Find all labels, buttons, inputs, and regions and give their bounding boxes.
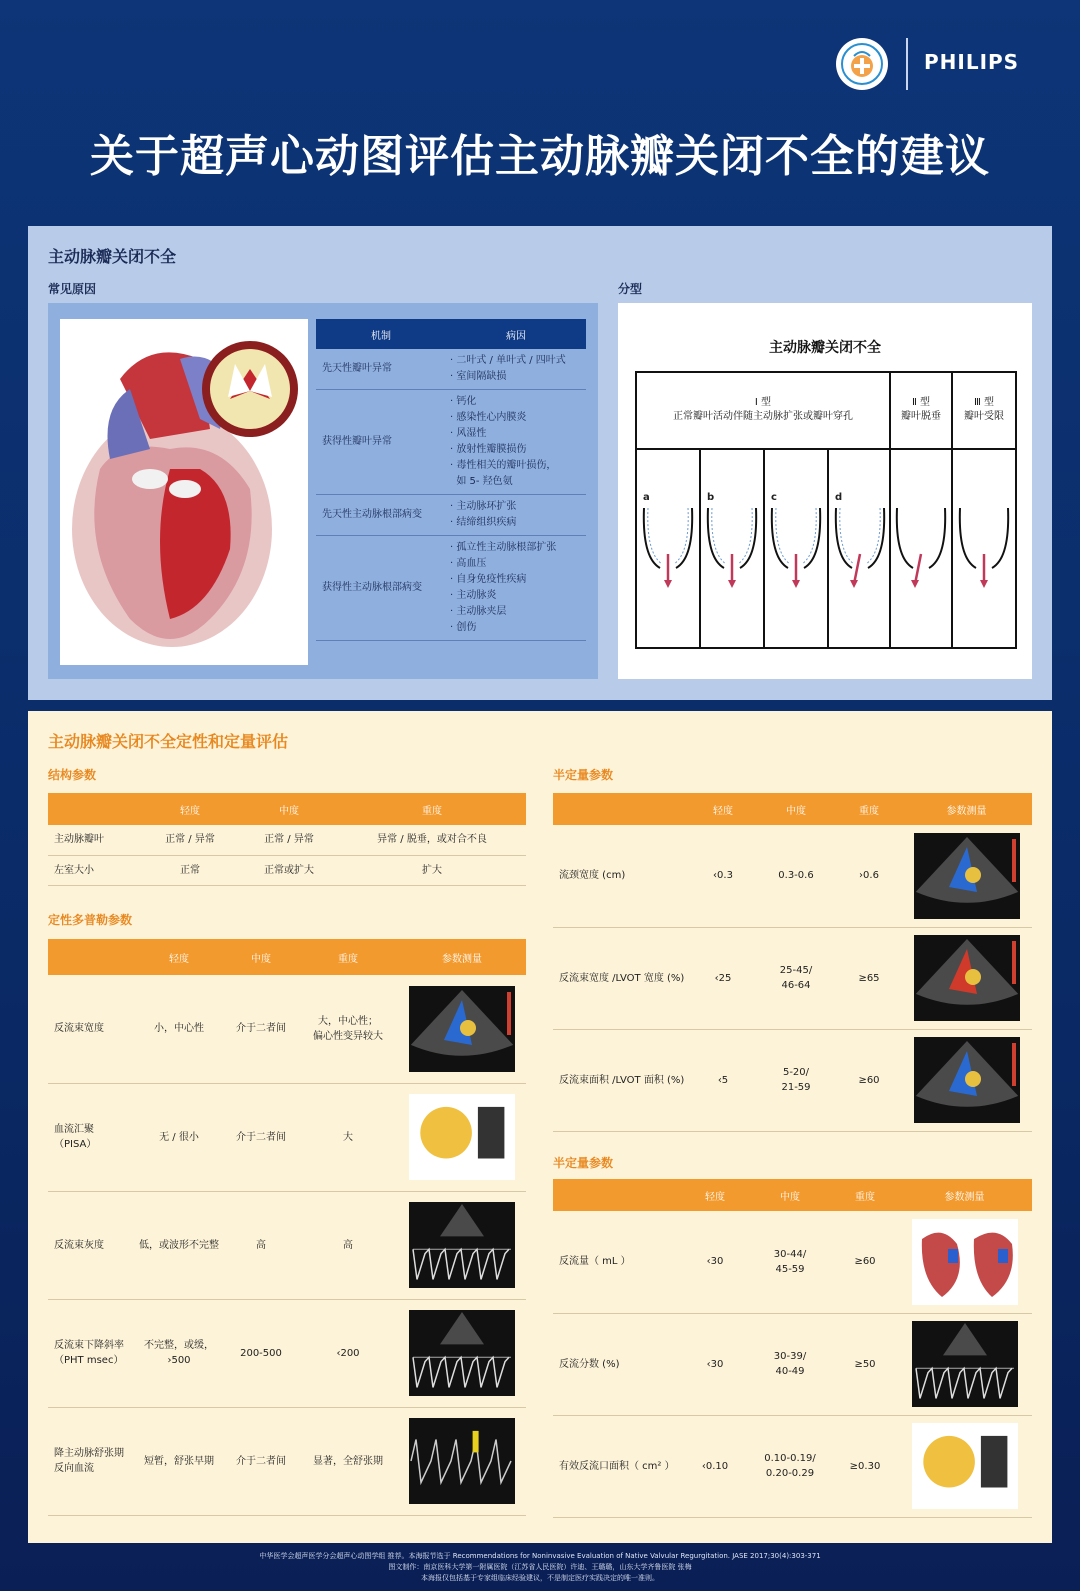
doppler-mild	[134, 1407, 224, 1515]
semi1-mild	[691, 927, 755, 1029]
semi2-moderate-line: 0.10-0.19/	[764, 1453, 816, 1464]
semi1-measure	[901, 1029, 1032, 1131]
doppler-moderate-line: 200-500	[240, 1347, 282, 1359]
echo-image	[409, 1418, 515, 1504]
struct-title: 结构参数	[48, 768, 97, 782]
doppler-mild-line: 小，中心性	[154, 1023, 204, 1035]
doppler-row	[48, 1407, 526, 1515]
causes-row	[316, 349, 586, 390]
cause-etiology-item: · 二叶式 / 单叶式 / 四叶式	[450, 355, 566, 366]
semi2-severe	[833, 1313, 897, 1415]
cause-etiology-item: · 创伤	[450, 622, 477, 633]
cause-mechanism: 获得性瓣叶异常	[316, 390, 446, 495]
doppler-moderate	[224, 975, 298, 1083]
semi2-title: 半定量参数	[553, 1156, 614, 1170]
semi1-header-moderate: 中度	[755, 793, 837, 825]
struct-row	[48, 855, 526, 885]
semi2-mild	[683, 1415, 747, 1517]
cause-etiology-item: · 高血压	[450, 558, 487, 569]
struct-mild: 正常	[140, 855, 240, 885]
semi2-table-header	[553, 1179, 1032, 1211]
type2-desc: 瓣叶脱垂	[901, 411, 941, 422]
doppler-param-line: 反向血流	[54, 1463, 94, 1474]
regurgitant-jet-arrowhead	[728, 580, 736, 588]
semi1-severe-line: ≥65	[858, 972, 880, 984]
semi1-header-measure: 参数测量	[901, 793, 1032, 825]
semi2-header-param	[553, 1179, 683, 1211]
causes-row	[316, 495, 586, 536]
doppler-moderate	[224, 1083, 298, 1191]
echo-image	[409, 1202, 515, 1288]
footer	[0, 1551, 1080, 1584]
regurgitant-jet-arrowhead	[850, 580, 858, 588]
footer-line-3: 本海报仅包括基于专家组临床经验建议，不是制定医疗实践决定的唯一准则。	[421, 1574, 659, 1582]
doppler-mild-line: 低，或波形不完整	[139, 1239, 219, 1251]
semi1-severe	[837, 825, 901, 927]
semi2-severe	[833, 1415, 897, 1517]
cause-etiology-item: · 主动脉夹层	[450, 606, 507, 617]
header-divider	[906, 38, 908, 90]
semi2-severe-line: ≥60	[854, 1256, 876, 1268]
doppler-header-severe: 重度	[298, 939, 398, 975]
cause-etiology-item: · 主动脉环扩张	[450, 501, 517, 512]
semi1-table	[553, 793, 1032, 1132]
semi1-title: 半定量参数	[553, 768, 614, 782]
semi1-mild-line: ‹5	[717, 1074, 729, 1086]
doppler-header-measure: 参数测量	[398, 939, 526, 975]
cause-mechanism: 先天性主动脉根部病变	[316, 495, 446, 536]
cause-etiology-item: · 结缔组织疾病	[450, 517, 517, 528]
echo-image	[912, 1423, 1018, 1509]
doppler-mild	[134, 1191, 224, 1299]
struct-header-moderate: 中度	[240, 793, 338, 825]
regurgitant-jet-arrow	[854, 554, 860, 584]
causes-title: 常见原因	[48, 282, 97, 296]
doppler-severe	[298, 1191, 398, 1299]
semi1-moderate	[755, 927, 837, 1029]
semi1-moderate-line: 46-64	[781, 980, 811, 991]
cause-etiology-item: · 钙化	[450, 396, 477, 407]
doppler-title: 定性多普勒参数	[48, 913, 133, 927]
cause-etiology-item: 如 5- 羟色氨	[450, 476, 513, 487]
doppler-severe-line: 偏心性变异较大	[313, 1030, 383, 1042]
doppler-param-line: （PISA）	[54, 1139, 97, 1150]
semi2-mild	[683, 1313, 747, 1415]
semi1-param: 反流束宽度 /LVOT 宽度 (%)	[553, 927, 691, 1029]
struct-param: 左室大小	[48, 855, 140, 885]
echo-image	[914, 833, 1020, 919]
echo-image	[912, 1321, 1018, 1407]
types-title: 分型	[618, 282, 643, 296]
semi2-mild-line: ‹30	[706, 1358, 724, 1370]
doppler-severe-line: 大	[343, 1131, 353, 1143]
cause-mechanism: 先天性瓣叶异常	[316, 349, 446, 390]
struct-row	[48, 825, 526, 855]
struct-table	[48, 793, 526, 886]
semi2-severe-line: ≥50	[854, 1358, 876, 1370]
doppler-param-line: 降主动脉舒张期	[54, 1448, 124, 1459]
semi1-mild-line: ‹0.3	[713, 870, 733, 882]
doppler-param	[48, 1083, 134, 1191]
doppler-param-line: 反流束下降斜率	[54, 1340, 124, 1351]
semi1-measure	[901, 927, 1032, 1029]
semi2-table	[553, 1179, 1032, 1518]
type1-header	[636, 396, 890, 424]
struct-table-header	[48, 793, 526, 825]
semi2-measure	[897, 1211, 1032, 1313]
echo-image	[914, 935, 1020, 1021]
cause-etiologies	[446, 536, 586, 641]
brand-logo: PHILIPS	[924, 50, 1020, 74]
doppler-row	[48, 1299, 526, 1407]
doppler-severe-line: ‹200	[336, 1347, 360, 1359]
doppler-moderate	[224, 1299, 298, 1407]
doppler-param	[48, 1407, 134, 1515]
causes-row	[316, 536, 586, 641]
doppler-measure	[398, 1191, 526, 1299]
semi1-severe	[837, 927, 901, 1029]
struct-severe: 异常 / 脱垂，或对合不良	[338, 825, 526, 855]
semi1-mild	[691, 825, 755, 927]
semi1-header-severe: 重度	[837, 793, 901, 825]
semi2-mild-line: ‹30	[706, 1256, 724, 1268]
semi2-param: 反流量（ mL ）	[553, 1211, 683, 1313]
doppler-row	[48, 1083, 526, 1191]
causes-table-header	[316, 319, 586, 349]
struct-header-mild: 轻度	[140, 793, 240, 825]
semi1-severe-line: ≥60	[858, 1074, 880, 1086]
type2-header	[890, 396, 952, 424]
semi1-param: 流颈宽度 (cm)	[553, 825, 691, 927]
semi1-moderate-line: 0.3-0.6	[778, 870, 814, 882]
section-assessment-title: 主动脉瓣关闭不全定性和定量评估	[48, 732, 289, 751]
doppler-severe-line: 高	[343, 1239, 353, 1251]
doppler-mild	[134, 1083, 224, 1191]
doppler-mild-line: 短暂，舒张早期	[144, 1455, 214, 1467]
semi2-measure	[897, 1313, 1032, 1415]
semi2-moderate-line: 0.20-0.29	[765, 1468, 815, 1479]
subtype-b-label: b	[707, 492, 715, 503]
semi2-mild-line: ‹0.10	[701, 1460, 729, 1472]
semi2-moderate	[747, 1313, 833, 1415]
doppler-header-moderate: 中度	[224, 939, 298, 975]
regurgitant-jet-arrowhead	[911, 580, 919, 588]
echo-image	[914, 1037, 1020, 1123]
section-overview-title: 主动脉瓣关闭不全	[48, 247, 177, 266]
page-title: 关于超声心动图评估主动脉瓣关闭不全的建议	[90, 131, 990, 182]
semi1-moderate-line: 25-45/	[779, 965, 813, 976]
semi2-severe	[833, 1211, 897, 1313]
cause-etiologies	[446, 495, 586, 536]
causes-row	[316, 390, 586, 495]
semi2-moderate-line: 40-49	[775, 1366, 805, 1377]
semi2-header-measure: 参数测量	[897, 1179, 1032, 1211]
doppler-table	[48, 939, 526, 1516]
cause-etiology-item: · 毒性相关的瓣叶损伤，	[450, 460, 557, 471]
semi2-header-mild: 轻度	[683, 1179, 747, 1211]
types-diagram	[618, 303, 1032, 679]
heart-illustration	[60, 319, 308, 665]
semi2-row	[553, 1313, 1032, 1415]
doppler-param-line: 血流汇聚	[54, 1124, 94, 1135]
doppler-severe	[298, 1299, 398, 1407]
semi1-severe	[837, 1029, 901, 1131]
cause-etiology-item: · 自身免疫性疾病	[450, 574, 527, 585]
footer-line-1: 中华医学会超声医学分会超声心动图学组 推荐。本海报节选于 Recommendations for Noninvasive Evaluation of Native Valvular Regurgitation. JASE 2017;30(4):303-371	[259, 1552, 821, 1560]
causes-header-mechanism: 机制	[316, 319, 446, 349]
semi2-header-moderate: 中度	[747, 1179, 833, 1211]
semi1-header-param	[553, 793, 691, 825]
doppler-row	[48, 975, 526, 1083]
regurgitant-jet-arrowhead	[980, 580, 988, 588]
doppler-param-line: 反流束灰度	[54, 1239, 104, 1251]
semi2-moderate	[747, 1211, 833, 1313]
semi2-row	[553, 1415, 1032, 1517]
doppler-severe-line: 显著，全舒张期	[313, 1455, 383, 1467]
semi1-moderate	[755, 1029, 837, 1131]
subtype-a-label: a	[643, 492, 650, 503]
semi2-moderate-line: 30-44/	[773, 1248, 807, 1260]
doppler-param-line: （PHT msec）	[54, 1355, 124, 1366]
doppler-severe	[298, 1407, 398, 1515]
type1-desc: 正常瓣叶活动伴随主动脉扩张或瓣叶穿孔	[673, 411, 853, 422]
doppler-mild-line: 无 / 很小	[159, 1131, 199, 1143]
society-logo	[836, 38, 888, 90]
doppler-mild	[134, 975, 224, 1083]
cause-etiologies	[446, 390, 586, 495]
cause-mechanism: 获得性主动脉根部病变	[316, 536, 446, 641]
echo-image	[912, 1219, 1018, 1305]
echo-image	[409, 1094, 515, 1180]
semi1-row	[553, 1029, 1032, 1131]
semi2-severe-line: ≥0.30	[849, 1460, 881, 1472]
semi1-row	[553, 927, 1032, 1029]
causes-table	[316, 319, 586, 641]
subtype-c-label: c	[771, 492, 777, 503]
echo-image	[409, 1310, 515, 1396]
doppler-param	[48, 1299, 134, 1407]
doppler-measure	[398, 1083, 526, 1191]
semi1-table-header	[553, 793, 1032, 825]
doppler-moderate-line: 高	[256, 1239, 266, 1251]
regurgitant-jet-arrowhead	[792, 580, 800, 588]
semi1-moderate	[755, 825, 837, 927]
struct-param: 主动脉瓣叶	[48, 825, 140, 855]
struct-header-param	[48, 793, 140, 825]
semi1-measure	[901, 825, 1032, 927]
causes-header-etiology: 病因	[446, 319, 586, 349]
semi1-mild-line: ‹25	[714, 972, 732, 984]
cause-etiology-item: · 室间隔缺损	[450, 371, 507, 382]
cause-etiology-item: · 放射性瓣膜损伤	[450, 444, 527, 455]
type2-label: Ⅱ 型	[911, 397, 931, 408]
doppler-moderate-line: 介于二者间	[236, 1131, 286, 1143]
doppler-moderate-line: 介于二者间	[236, 1455, 286, 1467]
semi1-mild	[691, 1029, 755, 1131]
struct-moderate: 正常或扩大	[240, 855, 338, 885]
regurgitant-jet-arrow	[915, 554, 921, 584]
doppler-param	[48, 1191, 134, 1299]
doppler-param	[48, 975, 134, 1083]
semi2-moderate-line: 30-39/	[773, 1351, 807, 1362]
struct-header-severe: 重度	[338, 793, 526, 825]
type3-label: Ⅲ 型	[973, 397, 995, 408]
subtype-d-label: d	[835, 492, 843, 503]
struct-moderate: 正常 / 异常	[240, 825, 338, 855]
semi1-param: 反流束面积 /LVOT 面积 (%)	[553, 1029, 691, 1131]
semi2-mild	[683, 1211, 747, 1313]
doppler-table-header	[48, 939, 526, 975]
doppler-measure	[398, 975, 526, 1083]
doppler-header-mild: 轻度	[134, 939, 224, 975]
type3-header	[952, 396, 1016, 424]
cause-etiologies	[446, 349, 586, 390]
semi2-moderate-line: 45-59	[775, 1263, 805, 1275]
footer-line-2: 图文制作：南京医科大学第一附属医院（江苏省人民医院）许迪、王璐璐，山东大学齐鲁医院 张梅	[388, 1563, 692, 1571]
cause-etiology-item: · 主动脉炎	[450, 590, 497, 601]
semi2-param: 反流分数 (%)	[553, 1313, 683, 1415]
doppler-severe	[298, 1083, 398, 1191]
semi2-moderate	[747, 1415, 833, 1517]
regurgitant-jet-arrowhead	[664, 580, 672, 588]
doppler-mild-line: 不完整，或缓，	[144, 1340, 214, 1351]
doppler-measure	[398, 1407, 526, 1515]
cause-etiology-item: · 感染性心内膜炎	[450, 412, 527, 423]
type1-label: Ⅰ 型	[754, 397, 772, 408]
cause-etiology-item: · 风湿性	[450, 428, 487, 439]
doppler-mild	[134, 1299, 224, 1407]
semi1-row	[553, 825, 1032, 927]
struct-mild: 正常 / 异常	[140, 825, 240, 855]
semi2-header-severe: 重度	[833, 1179, 897, 1211]
echo-image	[409, 986, 515, 1072]
doppler-row	[48, 1191, 526, 1299]
semi1-moderate-line: 21-59	[781, 1082, 811, 1093]
doppler-moderate-line: 介于二者间	[236, 1023, 286, 1035]
doppler-moderate	[224, 1407, 298, 1515]
semi1-severe-line: ›0.6	[859, 870, 879, 882]
doppler-measure	[398, 1299, 526, 1407]
semi1-header-mild: 轻度	[691, 793, 755, 825]
types-diagram-title: 主动脉瓣关闭不全	[769, 340, 881, 356]
doppler-header-param	[48, 939, 134, 975]
semi1-moderate-line: 5-20/	[782, 1067, 810, 1078]
semi2-measure	[897, 1415, 1032, 1517]
struct-severe: 扩大	[338, 855, 526, 885]
doppler-param-line: 反流束宽度	[54, 1023, 104, 1035]
doppler-moderate	[224, 1191, 298, 1299]
type3-desc: 瓣叶受限	[964, 411, 1004, 422]
semi2-row	[553, 1211, 1032, 1313]
semi2-param: 有效反流口面积（ cm² ）	[553, 1415, 683, 1517]
doppler-severe	[298, 975, 398, 1083]
doppler-severe-line: 大，中心性；	[318, 1015, 378, 1027]
cause-etiology-item: · 孤立性主动脉根部扩张	[450, 542, 557, 553]
doppler-mild-line: ›500	[167, 1355, 191, 1366]
